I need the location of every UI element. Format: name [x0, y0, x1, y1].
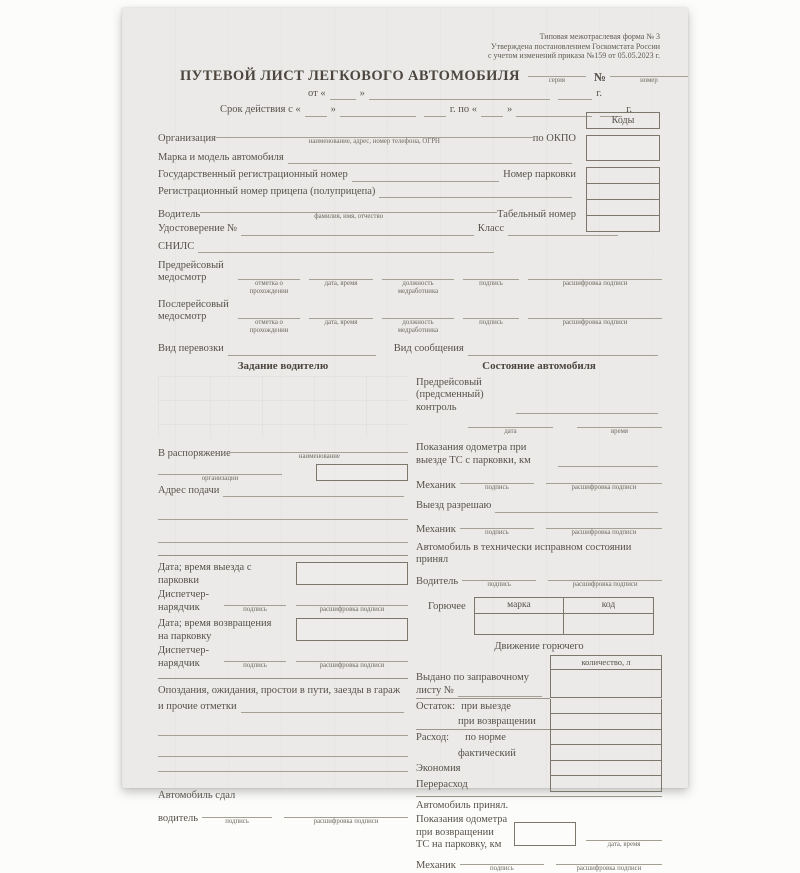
ot-label: от «	[308, 87, 326, 99]
at-disposal-row	[158, 442, 408, 461]
divider	[158, 555, 408, 556]
fuel-economy-label	[416, 761, 550, 776]
fuel-overrun-cell	[550, 776, 662, 792]
bleedthrough-grid	[158, 376, 408, 438]
signature-blank	[460, 473, 534, 492]
return-time-row	[158, 618, 408, 643]
snils-label: СНИЛС	[158, 240, 195, 252]
pre-trip-medical-label	[158, 260, 238, 284]
transport-kind-label: Вид перевозки	[158, 343, 224, 354]
driver-label: Водитель	[158, 208, 201, 220]
number-blank	[610, 66, 688, 85]
odometer-return-line2: при возвращении	[416, 826, 494, 838]
signature-sublabel: подпись	[484, 528, 509, 536]
pre-control-label: Предрейсовый (предсменный) контроль	[416, 376, 484, 413]
blank-line	[238, 269, 300, 280]
pre-trip-columns	[238, 260, 662, 296]
blank-line	[463, 269, 519, 280]
med-col-signature: подпись	[463, 308, 519, 327]
fuel-brand-section	[416, 597, 662, 635]
dispatcher-label	[158, 589, 220, 614]
blank-line	[241, 702, 404, 713]
post-trip-columns	[238, 299, 662, 335]
fuel-brand-cell	[475, 614, 564, 634]
signature-blank	[460, 854, 544, 873]
accepted-statement	[416, 542, 662, 567]
accepted-text: Автомобиль в технически исправном состоянии принял	[416, 541, 632, 565]
mechanic-label: Механик	[416, 479, 456, 491]
fuel-overrun-label	[416, 776, 550, 792]
parking-number-label: Номер парковки	[503, 169, 576, 180]
delays-row2	[158, 701, 408, 714]
driver-accept-label: Водитель	[416, 576, 459, 587]
pre-trip-medical-row	[158, 260, 662, 296]
blank-line	[158, 761, 408, 772]
blank-line	[382, 308, 454, 319]
med-col-datetime: дата, время	[309, 269, 373, 288]
odometer-return-line1: Показания одометра	[416, 814, 508, 825]
blank-line	[546, 473, 662, 484]
state-reg-label: Государственный регистрационный номер	[158, 169, 348, 180]
make-model-row	[158, 152, 576, 165]
signature-name-sublabel: расшифровка подписи	[576, 864, 642, 872]
med-col-mark: отметка о прохождении	[238, 269, 300, 296]
blank-line	[556, 854, 662, 865]
delays-extra-row	[158, 746, 408, 757]
driver-accept-row	[416, 570, 662, 589]
car-handed-row	[158, 790, 408, 803]
signature-name-sublabel: расшифровка подписи	[313, 817, 379, 825]
fuel-issued-label	[416, 670, 550, 699]
signature-name-sublabel: расшифровка подписи	[319, 606, 385, 613]
snils-row	[158, 241, 498, 254]
dispatcher-line1: Диспетчер-	[158, 589, 209, 600]
signature-name-sublabel: расшифровка подписи	[571, 528, 637, 536]
waybill-document	[122, 8, 688, 872]
organization-blank	[216, 127, 533, 146]
dispatcher-line2: нарядчик	[158, 657, 200, 669]
mechanic-row	[416, 473, 662, 492]
blank-line	[284, 807, 408, 818]
blank-line	[296, 595, 408, 606]
okpo-code-box	[586, 135, 660, 161]
departure-allowed-label: Выезд разрешаю	[416, 500, 492, 511]
number-label: номер	[640, 76, 658, 84]
dispatcher-row	[158, 589, 408, 614]
remainder-label: Остаток:	[416, 700, 456, 712]
blank-line	[528, 66, 586, 77]
blank-line	[224, 595, 286, 606]
driver-task-column	[158, 360, 408, 826]
car-handed-label: Автомобиль сдал	[158, 790, 236, 801]
fuel-consumption-norm-cell	[550, 730, 662, 745]
organization-blank	[158, 464, 282, 483]
organizations-sublabel: организации	[201, 474, 239, 482]
dispatcher-label	[158, 645, 220, 670]
blank-line	[309, 308, 373, 319]
actual-label: фактический	[458, 747, 516, 759]
blank-line	[462, 570, 536, 581]
signature-sublabel: подпись	[489, 864, 514, 872]
blank-line	[516, 106, 592, 117]
fuel-issued-line1: Выдано по заправочному	[416, 671, 529, 683]
number-sign: №	[593, 69, 606, 84]
signature-name-blank	[556, 854, 662, 873]
car-accepted-row	[416, 800, 662, 813]
form-meta	[158, 32, 660, 61]
fuel-movement-heading: Движение горючего	[494, 640, 584, 652]
blank-line	[228, 345, 376, 356]
signature-name-sublabel: расшифровка подписи	[571, 484, 637, 491]
blank-line	[224, 651, 286, 662]
driver-blank	[200, 202, 497, 221]
quote-close: »	[507, 104, 513, 115]
stamp-box	[316, 464, 408, 481]
fuel-remainder-return-label	[416, 714, 550, 730]
signature-name-sublabel: расшифровка подписи	[319, 662, 385, 669]
mechanic-label: Механик	[416, 860, 456, 871]
fuel-label: Горючее	[428, 600, 466, 612]
mechanic-row	[416, 854, 662, 873]
med-col-signature-name: расшифровка подписи	[528, 269, 662, 288]
blank-line	[305, 106, 327, 117]
fuel-code-cell	[563, 614, 653, 634]
med-col-signature: подпись	[463, 269, 519, 288]
license-row	[158, 223, 622, 236]
title-row	[180, 66, 662, 85]
fuel-issued-cell	[550, 670, 662, 698]
signature-blank	[202, 807, 272, 826]
signature-sublabel: подпись	[484, 484, 509, 491]
date-sublabel: дата	[504, 428, 517, 435]
delivery-address-row	[158, 485, 408, 498]
blank-line	[577, 417, 662, 428]
driver-task-heading: Задание водителю	[237, 359, 329, 372]
fuel-remainder-return-row	[416, 714, 662, 730]
transport-type-row	[158, 343, 662, 356]
state-reg-row	[158, 169, 576, 182]
signature-sublabel: подпись	[487, 580, 512, 588]
by-norm-label: по норме	[465, 731, 506, 743]
address-extra-row	[158, 509, 408, 520]
year-suffix: г.	[596, 87, 602, 99]
delays-extra-row	[158, 761, 408, 772]
blank-line	[546, 518, 662, 529]
organization-sublabel: наименование, адрес, номер телефона, ОГРН	[308, 137, 440, 145]
time-blank	[577, 417, 662, 436]
message-kind-label: Вид сообщения	[393, 343, 464, 354]
date-row	[308, 88, 602, 101]
blank-line	[238, 308, 300, 319]
divider	[416, 796, 662, 797]
blank-line	[379, 187, 572, 198]
divider	[158, 678, 408, 679]
blank-line	[340, 106, 416, 117]
personnel-number-label: Табельный номер	[497, 208, 576, 220]
blank-line	[528, 308, 662, 319]
consumption-label: Расход:	[416, 731, 450, 743]
name-sublabel: наименование	[298, 452, 340, 460]
code-cells	[586, 167, 660, 232]
post-trip-line1: Послерейсовый	[158, 299, 229, 310]
fuel-remainder-out-row	[416, 699, 662, 714]
signature-name-blank	[548, 570, 662, 589]
fuel-overrun-row	[416, 776, 662, 792]
on-departure-label: при выезде	[461, 700, 511, 712]
economy-label: Экономия	[416, 762, 461, 774]
blank-line	[202, 807, 272, 818]
departure-time-row	[158, 562, 408, 587]
series-label: серия	[548, 76, 565, 84]
blank-line	[330, 89, 356, 100]
blank-line	[288, 153, 572, 164]
signature-blank	[462, 570, 536, 589]
fuel-remainder-return-cell	[550, 714, 662, 730]
fuel-consumption-actual-row	[416, 745, 662, 761]
fuel-qty-header: количество, л	[550, 655, 662, 670]
odometer-return-label	[416, 814, 514, 852]
blank-line	[468, 345, 658, 356]
departure-time-box	[296, 562, 408, 585]
blank-line	[468, 417, 553, 428]
meta-line-3: с учетом изменений приказа №159 от 05.05.2023 г.	[487, 51, 660, 60]
form-title: ПУТЕВОЙ ЛИСТ ЛЕГКОВОГО АВТОМОБИЛЯ	[180, 67, 520, 84]
fuel-consumption-actual-cell	[550, 745, 662, 761]
signature-name-blank	[546, 473, 662, 492]
blank-line	[463, 308, 519, 319]
fuel-brand-table	[474, 597, 654, 635]
blank-line	[223, 486, 404, 497]
fuel-consumption-norm-row	[416, 730, 662, 745]
blank-line	[200, 202, 497, 213]
fuel-remainder-out-cell	[550, 699, 662, 714]
blank-line	[369, 89, 550, 100]
blank-line	[241, 225, 474, 236]
signature-name-blank	[296, 595, 408, 614]
dispatcher-line1: Диспетчер-	[158, 645, 209, 656]
signature-sublabel: подпись	[225, 817, 249, 825]
blank-line	[610, 66, 688, 77]
blank-line	[216, 127, 533, 138]
blank-line	[460, 473, 534, 484]
driver-row	[158, 202, 576, 221]
at-disposal-blank	[231, 442, 408, 461]
fuel-brand-header: марка	[507, 599, 531, 610]
delays-extra-row	[158, 725, 408, 736]
delays-line2: и прочие отметки	[158, 700, 237, 712]
blank-line	[352, 171, 499, 182]
signature-name-blank	[546, 518, 662, 537]
odometer-out-label: Показания одометра при выезде ТС с парковки, км	[416, 442, 531, 466]
fuel-qty-header-row	[416, 655, 662, 670]
blank-line	[158, 532, 408, 543]
delays-line1: Опоздания, ожидания, простои в пути, заезды в гараж	[158, 685, 401, 696]
two-column-area	[158, 360, 662, 873]
fuel-issued-row	[416, 670, 662, 699]
odometer-return-row	[416, 814, 662, 852]
driver-signoff-label: водитель	[158, 813, 199, 824]
blank-line	[548, 570, 662, 581]
blank-line	[460, 518, 534, 529]
blank-line	[495, 502, 658, 513]
date-blank	[468, 417, 553, 436]
med-col-signature-name: расшифровка подписи	[528, 308, 662, 327]
validity-row	[220, 104, 632, 117]
delays-row	[158, 685, 408, 698]
car-accepted-label: Автомобиль принял.	[416, 799, 509, 811]
mechanic-label: Механик	[416, 524, 456, 535]
med-col-mark: отметка о прохождении	[238, 308, 300, 335]
driver-sublabel: фамилия, имя, отчество	[314, 213, 384, 220]
blank-line	[198, 242, 494, 253]
code-cell	[587, 183, 659, 199]
fuel-table-header	[475, 598, 653, 614]
med-col-position: должность медработника	[382, 308, 454, 335]
post-trip-line2: медосмотр	[158, 311, 207, 322]
code-cell	[587, 215, 659, 231]
organization-name-row	[158, 464, 408, 483]
fuel-consumption-norm-label	[416, 730, 550, 745]
dispatcher-row	[158, 645, 408, 670]
quote-close: »	[359, 87, 365, 99]
code-cell	[587, 168, 659, 183]
organization-label: Организация	[158, 133, 216, 144]
departure-time-label: Дата; время выезда с парковки	[158, 562, 252, 586]
dispatcher-line2: нарядчик	[158, 601, 200, 613]
post-trip-medical-row	[158, 299, 662, 335]
return-time-label: Дата; время возвращения на парковку	[158, 618, 272, 642]
trailer-reg-label: Регистрационный номер прицепа (полуприцепа)	[158, 185, 376, 197]
time-sublabel: время	[610, 428, 629, 435]
signature-blank	[224, 651, 286, 670]
signature-blank	[224, 595, 286, 614]
vehicle-condition-heading: Состояние автомобиля	[482, 359, 596, 372]
fuel-movement-table	[416, 655, 662, 792]
overrun-label: Перерасход	[416, 778, 468, 790]
trailer-reg-row	[158, 186, 576, 199]
blank-line	[309, 269, 373, 280]
empty-cell	[416, 655, 550, 670]
med-col-position: должность медработника	[382, 269, 454, 296]
odometer-out-row	[416, 442, 662, 467]
signature-name-blank	[296, 651, 408, 670]
odometer-return-line3: ТС на парковку, км	[416, 839, 502, 850]
datetime-blank	[586, 830, 662, 849]
signature-name-blank	[284, 807, 408, 826]
departure-allowed-row	[416, 500, 662, 513]
blank-line	[158, 464, 282, 475]
pre-control-date-time-row	[468, 417, 662, 436]
blank-line	[424, 106, 446, 117]
blank-line	[158, 725, 408, 736]
signature-sublabel: подпись	[243, 662, 267, 669]
codes-header: Коды	[586, 112, 660, 129]
make-model-label: Марка и модель автомобиля	[158, 151, 284, 163]
fuel-remainder-out-label	[416, 699, 550, 714]
validity-from-label: Срок действия с «	[220, 104, 301, 115]
fuel-table-row	[475, 614, 653, 634]
blank-line	[458, 686, 542, 697]
meta-line-1: Типовая межотраслевая форма № 3	[539, 32, 660, 41]
license-label: Удостоверение №	[158, 223, 238, 234]
blank-line	[158, 509, 408, 520]
fuel-consumption-actual-label	[416, 745, 550, 761]
waybill-content	[122, 8, 688, 872]
blank-line	[558, 456, 658, 467]
series-blank	[528, 66, 586, 85]
blank-line	[558, 89, 592, 100]
fuel-economy-cell	[550, 761, 662, 776]
blank-line	[460, 854, 544, 865]
fuel-issued-line2: листу №	[416, 684, 454, 696]
blank-line	[481, 106, 503, 117]
blank-line	[231, 442, 408, 453]
datetime-sublabel: дата, время	[607, 841, 641, 848]
okpo-label: по ОКПО	[532, 133, 576, 144]
on-return-label: при возвращении	[458, 715, 536, 727]
med-col-datetime: дата, время	[309, 308, 373, 327]
signature-blank	[460, 518, 534, 537]
vehicle-condition-column	[416, 360, 662, 873]
blank-line	[382, 269, 454, 280]
pre-trip-line1: Предрейсовый	[158, 260, 224, 271]
at-disposal-label: В распоряжение	[158, 448, 231, 459]
fuel-economy-row	[416, 761, 662, 776]
pre-control-row	[416, 377, 662, 415]
delivery-address-label: Адрес подачи	[158, 484, 220, 496]
year-suffix: г.	[626, 104, 633, 115]
driver-signature-row	[158, 807, 408, 826]
mechanic-row	[416, 518, 662, 537]
validity-to-label: г. по «	[449, 104, 478, 115]
pre-trip-line2: медосмотр	[158, 272, 207, 283]
fuel-code-header: код	[563, 598, 653, 613]
blank-line	[516, 403, 658, 414]
return-time-box	[296, 618, 408, 641]
signature-sublabel: подпись	[243, 606, 267, 613]
meta-line-2: Утверждена постановлением Госкомстата России	[490, 41, 660, 51]
codes-column	[586, 112, 660, 232]
post-trip-medical-label	[158, 299, 238, 323]
code-cell	[587, 199, 659, 215]
blank-line	[528, 269, 662, 280]
signature-name-sublabel: расшифровка подписи	[572, 580, 638, 588]
odometer-return-box	[514, 822, 576, 846]
blank-line	[586, 830, 662, 841]
blank-line	[158, 746, 408, 757]
quote-close: »	[330, 104, 336, 115]
blank-line	[296, 651, 408, 662]
address-extra-row	[158, 532, 408, 543]
organization-row	[158, 127, 576, 146]
class-label: Класс	[477, 223, 504, 234]
